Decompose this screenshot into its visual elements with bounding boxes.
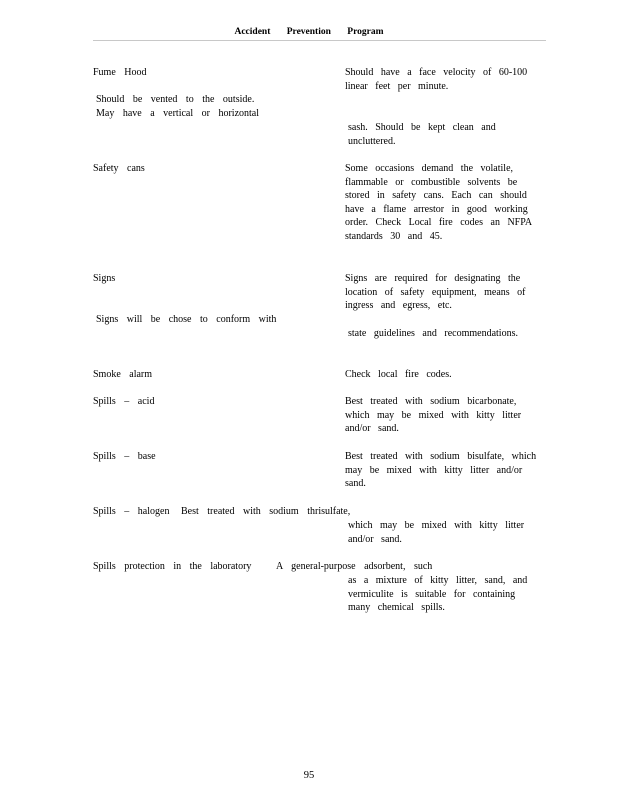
page-header: Accident Prevention Program — [234, 27, 384, 37]
term-smoke-alarm: Smoke alarm — [93, 369, 153, 380]
page-number: 95 — [303, 770, 315, 781]
desc-spills-base: Best treated with sodium bisulfate, which may be mixed with kitty litter and/or sand. — [345, 451, 537, 489]
desc-signs-2: state guidelines and recommendations. — [348, 328, 518, 339]
desc-spills-acid: Best treated with sodium bicarbonate, which may be mixed with kitty litter and/or sand. — [345, 396, 522, 434]
term-signs: Signs — [93, 273, 116, 284]
header-rule — [93, 40, 546, 41]
desc-smoke-alarm: Check local fire codes. — [345, 369, 452, 380]
term-spills-protection: Spills protection in the laboratory — [93, 561, 252, 572]
desc-spills-protection-inline: A general-purpose adsorbent, such — [276, 561, 433, 572]
term-spills-base: Spills – base — [93, 451, 156, 462]
desc-fume-hood-left-2: May have a vertical or horizontal — [96, 108, 259, 119]
desc-safety-cans: Some occasions demand the volatile, flammable or combustible solvents be stored in safety cans. Each can should have a flame arrestor in good working order. Check Local fire codes an NFPA standards 30 and 45. — [345, 163, 532, 242]
term-spills-acid: Spills – acid — [93, 396, 155, 407]
desc-signs-left: Signs will be chose to conform with — [96, 314, 277, 325]
desc-spills-protection: as a mixture of kitty litter, sand, and vermiculite is suitable for containing many chemical spills. — [348, 575, 528, 613]
desc-spills-halogen-inline: Best treated with sodium thrisulfate, — [181, 506, 351, 517]
desc-fume-hood-2: sash. Should be kept clean and uncluttered. — [348, 122, 496, 147]
term-fume-hood: Fume Hood — [93, 67, 147, 78]
term-spills-halogen: Spills – halogen — [93, 506, 170, 517]
desc-spills-halogen: which may be mixed with kitty litter and/or sand. — [348, 520, 525, 545]
desc-fume-hood-1: Should have a face velocity of 60-100 linear feet per minute. — [345, 67, 528, 92]
desc-signs-1: Signs are required for designating the location of safety equipment, means of ingress and egress, etc. — [345, 273, 526, 311]
desc-fume-hood-left-1: Should be vented to the outside. — [96, 94, 255, 105]
term-safety-cans: Safety cans — [93, 163, 145, 174]
